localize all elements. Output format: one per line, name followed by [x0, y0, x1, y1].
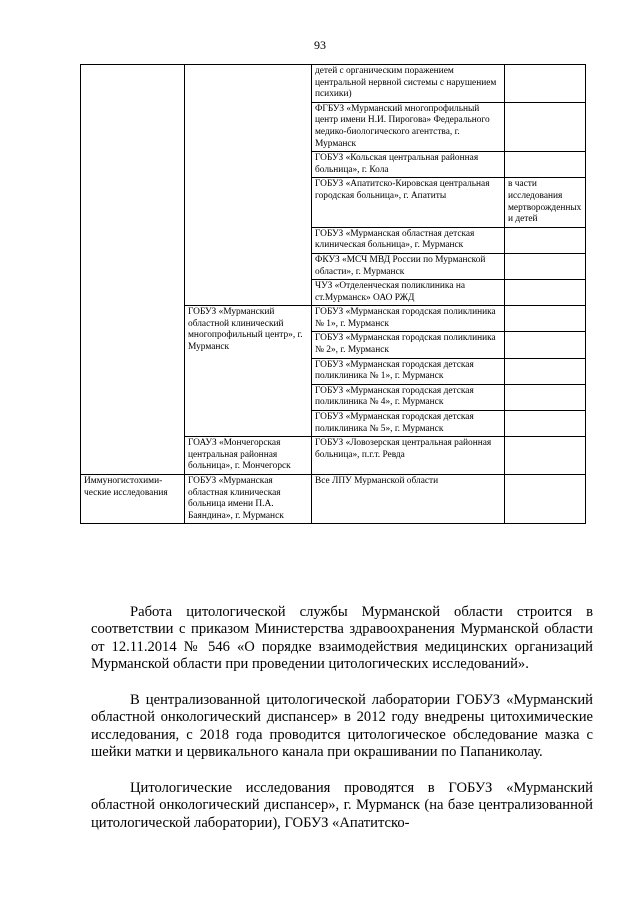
paragraph-lead-word: В: [130, 692, 140, 708]
table-cell-note: [505, 253, 586, 279]
table-cell-laboratory: [185, 65, 312, 306]
table-cell-institution: ГОБУЗ «Мурманская областная детская клиническая больница», г. Мурманск: [312, 227, 505, 253]
body-paragraph: [91, 604, 593, 674]
table-cell-institution: ГОБУЗ «Мурманская городская поликлиника № 2», г. Мурманск: [312, 332, 505, 358]
paragraph-text: Работа цитологической службы Мурманской области строится в соответствии с приказом Министерства здравоохранения Мурманской области от 12.11.2014 № 546 «О порядке взаимодействия медицинских организаций Мурманской области при проведении цитологических исследований».: [91, 604, 593, 673]
table-cell-note: [505, 437, 586, 475]
body-paragraph: [91, 692, 593, 762]
page-number: 93: [314, 38, 326, 52]
table-cell-note: [505, 358, 586, 384]
table-cell-institution: ГОБУЗ «Мурманская городская поликлиника № 1», г. Мурманск: [312, 306, 505, 332]
table-cell-research-type: Иммуногистохими-ческие исследования: [81, 475, 185, 524]
table-cell-note: [505, 306, 586, 332]
table-cell-institution: Все ЛПУ Мурманской области: [312, 475, 505, 524]
table-cell-institution: ГОБУЗ «Мурманская городская детская поликлиника № 5», г. Мурманск: [312, 411, 505, 437]
table-cell-note: [505, 65, 586, 103]
paragraph-text: Цитологические исследования проводятся в ГОБУЗ «Мурманский областной онкологический диспансер», г. Мурманск (на базе централизованной цитологической лаборатории), ГОБУЗ «Апатитско-: [91, 780, 593, 831]
table-cell-institution: ЧУЗ «Отделенческая поликлиника на ст.Мурманск» ОАО РЖД: [312, 280, 505, 306]
table-cell-institution: ФГБУЗ «Мурманский многопрофильный центр имени Н.И. Пирогова» Федерального медико-биологического агентства, г. Мурманск: [312, 102, 505, 151]
table-cell-note: [505, 227, 586, 253]
table-cell-institution: ГОБУЗ «Апатитско-Кировская центральная городская больница», г. Апатиты: [312, 178, 505, 227]
table-row: [81, 475, 586, 524]
laboratory-assignment-table: [80, 64, 586, 524]
table-cell-note: [505, 411, 586, 437]
table-row: [81, 65, 586, 103]
table-cell-institution: ГОБУЗ «Кольская центральная районная больница», г. Кола: [312, 152, 505, 178]
table-cell-laboratory: ГОБУЗ «Мурманский областной клинический многопрофильный центр», г. Мурманск: [185, 306, 312, 437]
table-cell-institution: ГОБУЗ «Ловозерская центральная районная больница», п.г.т. Ревда: [312, 437, 505, 475]
table-cell-institution: детей с органическим поражением центральной нервной системы с нарушением психики): [312, 65, 505, 103]
table-cell-laboratory: ГОБУЗ «Мурманская областная клиническая больница имени П.А. Баяндина», г. Мурманск: [185, 475, 312, 524]
table-cell-institution: ГОБУЗ «Мурманская городская детская поликлиника № 4», г. Мурманск: [312, 384, 505, 410]
table-cell-note: [505, 152, 586, 178]
table-cell-note: [505, 280, 586, 306]
table-cell-note: [505, 332, 586, 358]
body-paragraph: [91, 780, 593, 832]
table-cell-note: [505, 475, 586, 524]
table-cell-laboratory: ГОАУЗ «Мончегорская центральная районная больница», г. Мончегорск: [185, 437, 312, 475]
table-cell-note: [505, 384, 586, 410]
table-cell-institution: ГОБУЗ «Мурманская городская детская поликлиника № 1», г. Мурманск: [312, 358, 505, 384]
paragraph-text: централизованной цитологической лаборатории ГОБУЗ «Мурманский областной онкологический диспансер» в 2012 году внедрены цитохимические исследования, с 2018 года проводится цитологическое обследование мазка с шейки матки и цервикального канала при окрашивании по Папаниколау.: [91, 692, 593, 761]
table-cell-research-type: [81, 65, 185, 475]
table-cell-institution: ФКУЗ «МСЧ МВД России по Мурманской области», г. Мурманск: [312, 253, 505, 279]
table-cell-note: в части исследования мертворожденных и детей: [505, 178, 586, 227]
table-cell-note: [505, 102, 586, 151]
